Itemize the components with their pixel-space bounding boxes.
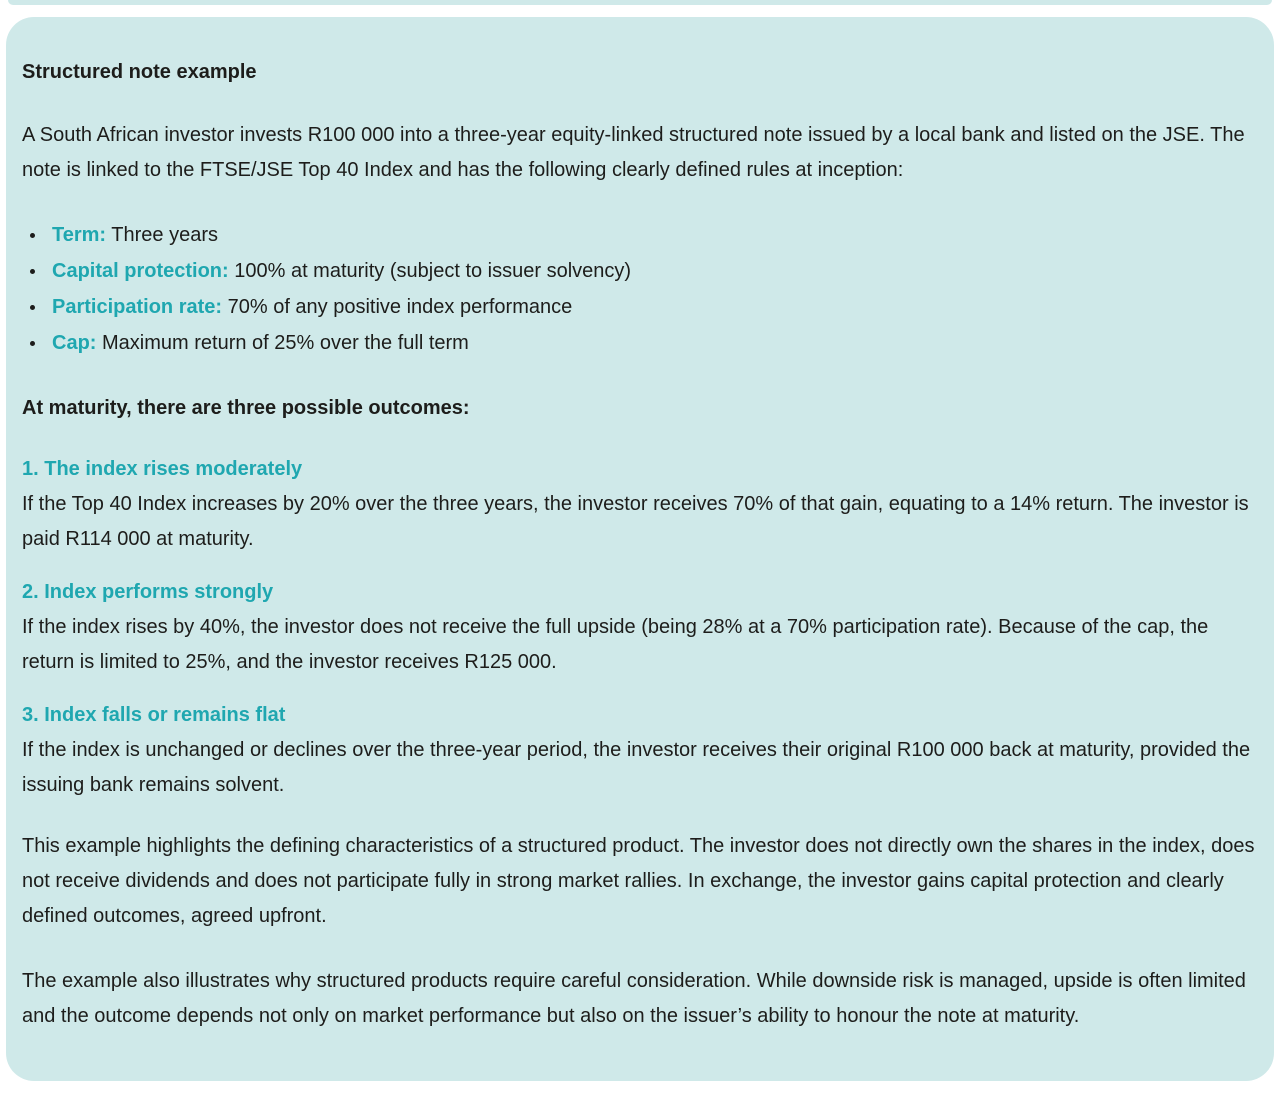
list-item [22,254,1258,289]
outcome-heading: 1. The index rises moderately [22,458,303,480]
structured-note-card [6,17,1274,1081]
closing-paragraph-1: This example highlights the defining characteristics of a structured product. The investor does not directly own the shares in the index, does not receive dividends and does not participate fully in strong market rallies. In exchange, the investor gains capital protection and clearly defined outcomes, agreed upfront. [22,835,1255,927]
outcome-section-3 [22,698,1258,803]
list-item-label: Participation rate: [52,296,223,318]
bullet-icon [30,269,35,274]
list-item-label: Capital protection: [52,260,229,282]
intro-paragraph: A South African investor invests R100 000 into a three-year equity-linked structured note issued by a local bank and listed on the JSE. The note is linked to the FTSE/JSE Top 40 Index and has the following clearly defined rules at inception: [22,124,1245,181]
list-item-value: Maximum return of 25% over the full term [102,332,469,354]
outcome-body: If the index is unchanged or declines over the three-year period, the investor receives their original R100 000 back at maturity, provided the issuing bank remains solvent. [22,739,1251,796]
card-title: Structured note example [22,61,257,83]
outcome-body: If the Top 40 Index increases by 20% over the three years, the investor receives 70% of that gain, equating to a 14% return. The investor is paid R114 000 at maturity. [22,493,1249,550]
outcome-body: If the index rises by 40%, the investor does not receive the full upside (being 28% at a 70% participation rate). Because of the cap, the return is limited to 25%, and the investor receives R125 000. [22,616,1209,673]
list-item-text [52,326,469,361]
list-item-text [52,218,218,253]
closing-paragraph-2: The example also illustrates why structured products require careful consideration. While downside risk is managed, upside is often limited and the outcome depends not only on market performance but also on the issuer’s ability to honour the note at maturity. [22,970,1246,1027]
list-item-value: 70% of any positive index performance [227,296,573,318]
previous-card-bottom-edge [8,0,1272,5]
list-item-text [52,290,572,325]
list-item [22,218,1258,253]
outcomes-heading: At maturity, there are three possible outcomes: [22,397,470,419]
outcome-section-2 [22,575,1258,680]
note-rules-list [22,218,1258,361]
list-item-label: Term: [52,224,107,246]
list-item-value: 100% at maturity (subject to issuer solvency) [234,260,632,282]
list-item [22,290,1258,325]
outcome-section-1 [22,452,1258,557]
outcome-heading: 3. Index falls or remains flat [22,704,286,726]
list-item-label: Cap: [52,332,97,354]
bullet-icon [30,341,35,346]
list-item-text [52,254,631,289]
bullet-icon [30,305,35,310]
outcome-heading: 2. Index performs strongly [22,581,274,603]
list-item-value: Three years [111,224,219,246]
spacer [22,821,1258,829]
bullet-icon [30,233,35,238]
list-item [22,326,1258,361]
